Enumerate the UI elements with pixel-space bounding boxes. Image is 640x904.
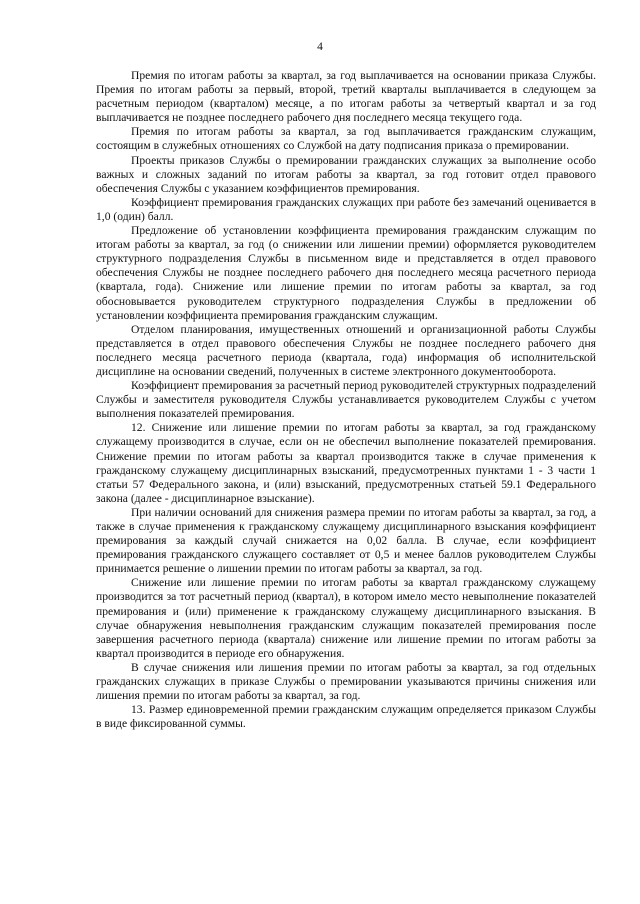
- paragraph: Премия по итогам работы за квартал, за год выплачивается на основании приказа Службы. Премия по итогам работы за первый, второй, третий кварталы выплачивается в следующем за расчетным периодом (кварталом) месяце, а по итогам работы за четвертый квартал и за год выплачивается не позднее последнего рабочего дня последнего месяца текущего года.: [96, 69, 596, 125]
- paragraph: Снижение или лишение премии по итогам работы за квартал гражданскому служащему производится за тот расчетный период (квартал), в котором имело место невыполнение показателей премирования и (или) применение к гражданскому служащему дисциплинарного взыскания. В случае обнаружения невыполнения гражданским служащим показателей премирования после завершения расчетного периода (квартала) снижение или лишение премии по итогам работы за квартал производится в периоде его обнаружения.: [96, 576, 596, 660]
- paragraph: При наличии оснований для снижения размера премии по итогам работы за квартал, за год, а также в случае применения к гражданскому служащему дисциплинарного взыскания коэффициент премирования за каждый случай снижается на 0,02 балла. В случае, если коэффициент премирования гражданского служащего составляет от 0,5 и менее баллов руководителем Службы принимается решение о лишении премии по итогам работы за квартал, за год.: [96, 505, 596, 576]
- paragraph-item-12: 12. Снижение или лишение премии по итогам работы за квартал, за год гражданскому служащему производится в случае, если он не обеспечил выполнение показателей премирования. Снижение премии по итогам работы за квартал производится также в случае применения к гражданскому служащему дисциплинарных взысканий, предусмотренных пунктами 1 - 3 части 1 статьи 57 Федерального закона, и (или) взысканий, предусмотренных статьей 59.1 Федерального закона (далее - дисциплинарное взыскание).: [96, 421, 596, 505]
- paragraph: Коэффициент премирования гражданских служащих при работе без замечаний оценивается в 1,0 (один) балл.: [96, 195, 596, 223]
- document-body: [96, 69, 596, 731]
- paragraph: Отделом планирования, имущественных отношений и организационной работы Службы представляется в отдел правового обеспечения Службы не позднее последнего рабочего дня последнего месяца расчетного периода (квартала, года) информация об исполнительской дисциплине на основании сведений, полученных в системе электронного документооборота.: [96, 322, 596, 378]
- paragraph: В случае снижения или лишения премии по итогам работы за квартал, за год отдельных гражданских служащих в приказе Службы о премировании указываются причины снижения или лишения премии по итогам работы за квартал, за год.: [96, 660, 596, 703]
- paragraph: Коэффициент премирования за расчетный период руководителей структурных подразделений Службы и заместителя руководителя Службы устанавливается руководителем Службы с учетом выполнения показателей премирования.: [96, 379, 596, 421]
- paragraph: Предложение об установлении коэффициента премирования гражданским служащим по итогам работы за квартал, за год (о снижении или лишении премии) оформляется руководителем структурного подразделения Службы в письменном виде и представляется в отдел правового обеспечения Службы не позднее последнего рабочего дня последнего месяца расчетного периода (квартала, года). Снижение или лишение премии по итогам работы за квартал, за год обосновывается руководителем структурного подразделения Службы в предложении об установлении коэффициента премирования гражданским служащим.: [96, 224, 596, 322]
- paragraph: Проекты приказов Службы о премировании гражданских служащих за выполнение особо важных и сложных заданий по итогам работы за квартал, за год готовит отдел правового обеспечения Службы с указанием коэффициентов премирования.: [96, 153, 596, 195]
- paragraph: Премия по итогам работы за квартал, за год выплачивается гражданским служащим, состоящим в служебных отношениях со Службой на дату подписания приказа о премировании.: [96, 125, 596, 153]
- page-number: 4: [317, 41, 323, 53]
- paragraph-item-13: 13. Размер единовременной премии гражданским служащим определяется приказом Службы в виде фиксированной суммы.: [96, 703, 596, 731]
